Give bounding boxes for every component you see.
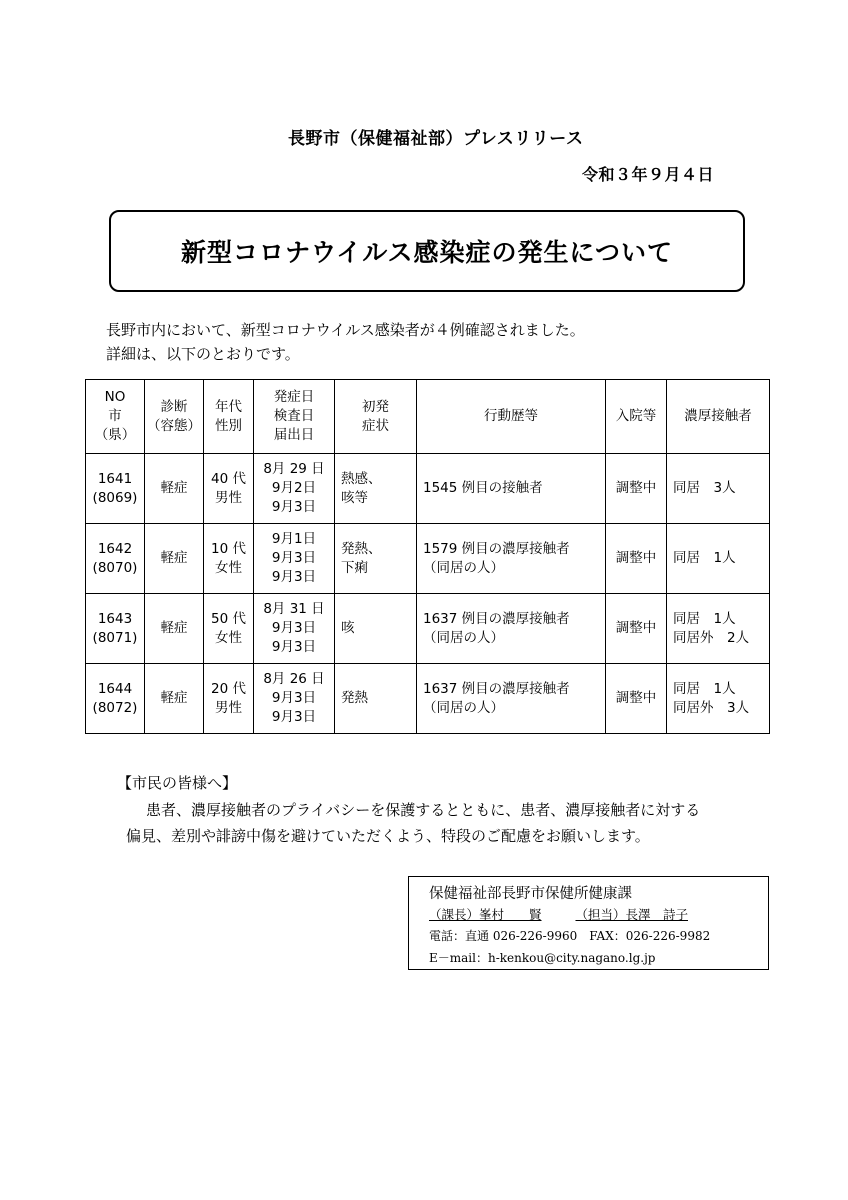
press-release-header: 長野市（保健福祉部）プレスリリース [288,129,584,149]
cell-symptoms: 発熱 [335,664,417,734]
cell-history: 1637 例目の濃厚接触者 （同居の人） [417,664,606,734]
cell-no: 1644 (8072) [86,664,145,734]
notice-heading: 【市民の皆様へ】 [117,774,238,792]
table-row [86,594,770,664]
intro-text [106,318,585,366]
header-history: 行動歴等 [417,380,606,454]
cases-table [85,379,770,734]
notice-body [120,797,700,849]
cell-symptoms: 咳 [335,594,417,664]
table-row [86,524,770,594]
header-contacts: 濃厚接触者 [667,380,770,454]
contact-box [408,876,769,970]
header-no: NO 市 （県） [86,380,145,454]
cell-hospital: 調整中 [606,594,667,664]
contact-person: （担当）長澤 詩子 [575,907,688,922]
header-diagnosis: 診断 （容態） [145,380,204,454]
table-row [86,664,770,734]
cell-hospital: 調整中 [606,524,667,594]
cell-history: 1579 例目の濃厚接触者 （同居の人） [417,524,606,594]
contact-organization: 保健福祉部長野市保健所健康課 [429,886,632,902]
cell-age: 10 代 女性 [204,524,254,594]
cell-hospital: 調整中 [606,664,667,734]
cell-diagnosis: 軽症 [145,664,204,734]
notice-line-2: 偏見、差別や誹謗中傷を避けていただくよう、特段のご配慮をお願いします。 [126,827,650,845]
cell-dates: 9月1日 9月3日 9月3日 [254,524,335,594]
cell-dates: 8月 29 日 9月2日 9月3日 [254,454,335,524]
cell-age: 50 代 女性 [204,594,254,664]
intro-line-2: 詳細は、以下のとおりです。 [106,345,300,363]
cell-diagnosis: 軽症 [145,524,204,594]
cell-hospital: 調整中 [606,454,667,524]
cell-dates: 8月 31 日 9月3日 9月3日 [254,594,335,664]
cell-history: 1637 例目の濃厚接触者 （同居の人） [417,594,606,664]
header-dates: 発症日 検査日 届出日 [254,380,335,454]
contact-chief: （課長）峯村 賢 [429,907,542,922]
contact-staff [429,905,768,925]
cell-symptoms: 発熱、 下痢 [335,524,417,594]
main-title-box [109,210,745,292]
cell-diagnosis: 軽症 [145,454,204,524]
cell-contacts: 同居 1人 同居外 3人 [667,664,770,734]
cell-symptoms: 熱感、 咳等 [335,454,417,524]
cell-diagnosis: 軽症 [145,594,204,664]
cell-contacts: 同居 1人 同居外 2人 [667,594,770,664]
intro-line-1: 長野市内において、新型コロナウイルス感染者が４例確認されました。 [106,321,585,339]
cell-history: 1545 例目の接触者 [417,454,606,524]
cell-no: 1641 (8069) [86,454,145,524]
header-hospital: 入院等 [606,380,667,454]
cell-age: 40 代 男性 [204,454,254,524]
contact-email: E－mail：h-kenkou@city.nagano.lg.jp [429,951,656,965]
cell-contacts: 同居 1人 [667,524,770,594]
cell-dates: 8月 26 日 9月3日 9月3日 [254,664,335,734]
cell-age: 20 代 男性 [204,664,254,734]
table-header-row [86,380,770,454]
contact-phone: 電話：直通 026-226-9960 FAX：026-226-9982 [429,929,711,943]
release-date: 令和３年９月４日 [582,165,715,184]
cell-no: 1643 (8071) [86,594,145,664]
header-age: 年代 性別 [204,380,254,454]
table-row [86,454,770,524]
main-title: 新型コロナウイルス感染症の発生について [180,238,673,267]
cell-contacts: 同居 3人 [667,454,770,524]
cell-no: 1642 (8070) [86,524,145,594]
header-symptoms: 初発 症状 [335,380,417,454]
notice-line-1: 患者、濃厚接触者のプライバシーを保護するとともに、患者、濃厚接触者に対する [146,801,701,819]
